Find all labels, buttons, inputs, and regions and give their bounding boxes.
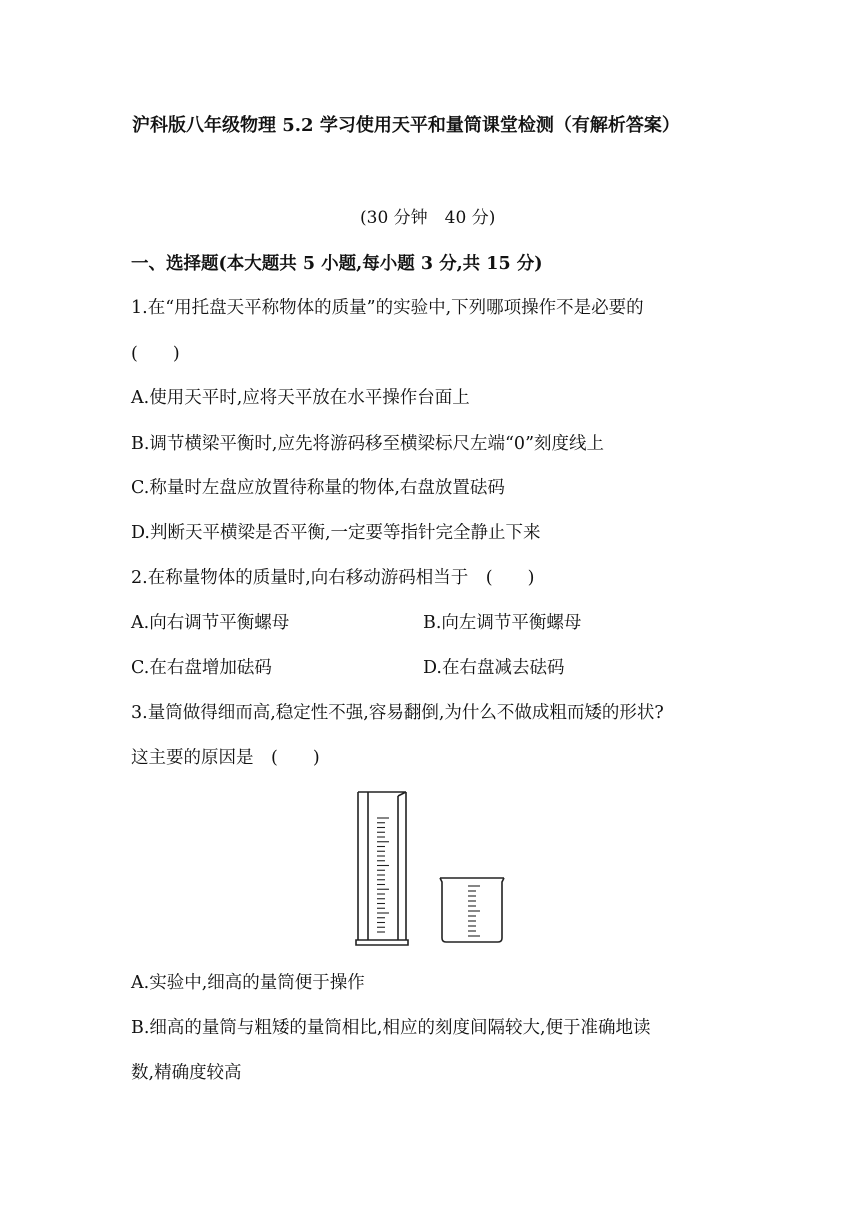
q2-option-b: B.向左调节平衡螺母 (423, 613, 582, 633)
q1-option-c: C.称量时左盘应放置待称量的物体,右盘放置砝码 (131, 478, 505, 498)
q3-stem-cont: 这主要的原因是 ( ) (131, 748, 320, 768)
q1-option-a: A.使用天平时,应将天平放在水平操作台面上 (131, 388, 470, 408)
q1-stem: 1.在“用托盘天平称物体的质量”的实验中,下列哪项操作不是必要的 (131, 298, 644, 318)
beaker (440, 878, 504, 942)
q1-option-b: B.调节横梁平衡时,应先将游码移至横梁标尺左端“0”刻度线上 (131, 434, 605, 454)
q2-option-a: A.向右调节平衡螺母 (131, 613, 290, 633)
q2-option-d: D.在右盘减去砝码 (423, 658, 565, 678)
beaker-scale (468, 886, 480, 936)
time-score-note: (30 分钟 40 分) (360, 208, 496, 228)
q3-option-b-cont: 数,精确度较高 (131, 1063, 242, 1083)
tall-cylinder-scale (377, 818, 389, 932)
q1-option-d: D.判断天平横梁是否平衡,一定要等指针完全静止下来 (131, 523, 541, 543)
q3-stem: 3.量筒做得细而高,稳定性不强,容易翻倒,为什么不做成粗而矮的形状? (131, 703, 664, 723)
page-title: 沪科版八年级物理 5.2 学习使用天平和量筒课堂检测（有解析答案） (132, 115, 680, 136)
q2-stem: 2.在称量物体的质量时,向右移动游码相当于 ( ) (131, 568, 535, 588)
q2-option-c: C.在右盘增加砝码 (131, 658, 272, 678)
section-heading: 一、选择题(本大题共 5 小题,每小题 3 分,共 15 分) (131, 254, 543, 274)
figure-svg (350, 788, 510, 950)
cylinder-beaker-figure (350, 788, 510, 950)
q1-answer-blank: ( ) (131, 344, 180, 364)
q3-option-b: B.细高的量筒与粗矮的量筒相比,相应的刻度间隔较大,便于准确地读 (131, 1018, 651, 1038)
q3-option-a: A.实验中,细高的量筒便于操作 (131, 973, 365, 993)
